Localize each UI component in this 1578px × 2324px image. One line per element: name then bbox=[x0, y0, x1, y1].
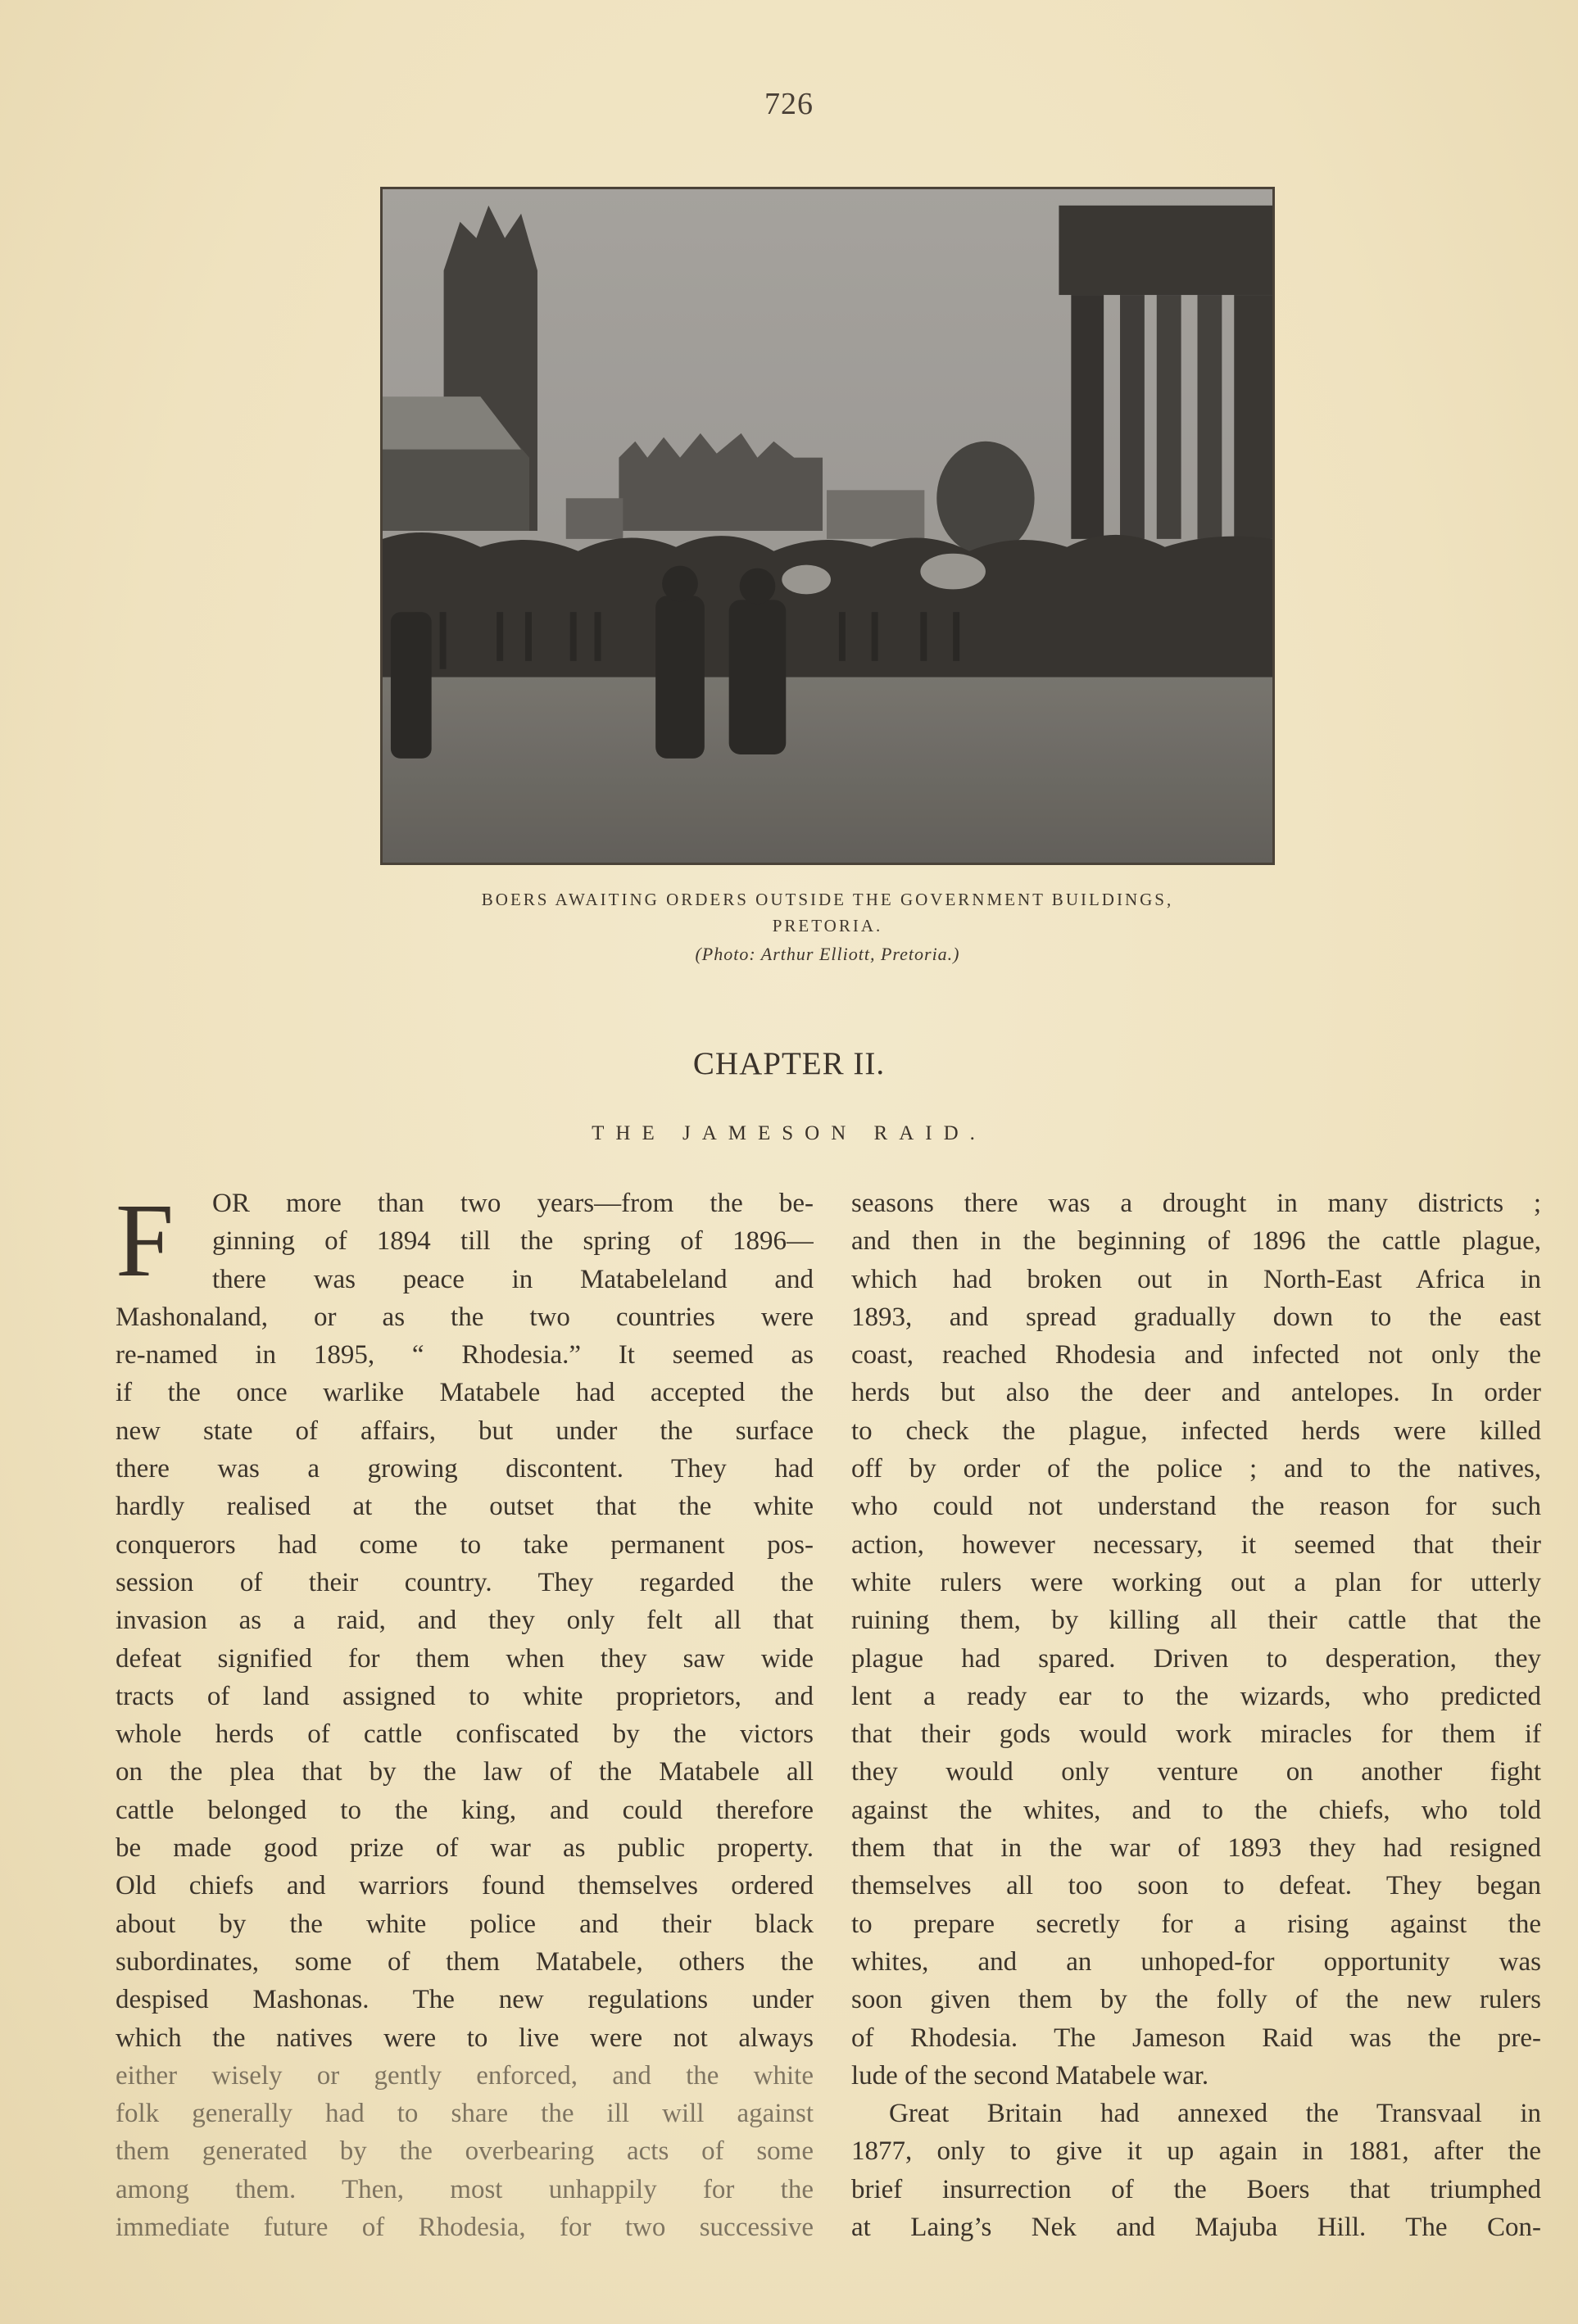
text-line: subordinates, some of them Matabele, others the bbox=[116, 1946, 814, 1977]
text-line: them generated by the overbearing acts of some bbox=[116, 2136, 814, 2167]
photograph-boers-pretoria bbox=[380, 187, 1275, 865]
left-column bbox=[116, 1182, 814, 2246]
text-line: which had broken out in North-East Africa in bbox=[851, 1264, 1541, 1294]
text-line: soon given them by the folly of the new rulers bbox=[851, 1985, 1541, 2015]
text-line: seasons there was a drought in many districts ; bbox=[851, 1189, 1541, 1218]
text-line: lude of the second Matabele war. bbox=[851, 2060, 1209, 2091]
text-line: OR more than two years—from the be- bbox=[212, 1189, 814, 1218]
text-line: re-named in 1895, “ Rhodesia.” It seemed as bbox=[116, 1340, 814, 1370]
text-line: which the natives were to live were not always bbox=[116, 2023, 814, 2053]
text-line: session of their country. They regarded the bbox=[116, 1567, 814, 1597]
text-line: conquerors had come to take permanent pos- bbox=[116, 1529, 814, 1560]
text-line: they would only venture on another fight bbox=[851, 1757, 1541, 1787]
text-line: brief insurrection of the Boers that triumphed bbox=[851, 2174, 1541, 2204]
text-line: invasion as a raid, and they only felt all that bbox=[116, 1606, 814, 1636]
text-line: there was peace in Matabeleland and bbox=[212, 1264, 814, 1294]
text-line: ginning of 1894 till the spring of 1896— bbox=[212, 1226, 814, 1257]
caption-line-2: PRETORIA. bbox=[772, 916, 883, 935]
text-line: ruining them, by killing all their cattle that the bbox=[851, 1606, 1541, 1636]
text-line: cattle belonged to the king, and could therefore bbox=[116, 1795, 814, 1825]
text-line: either wisely or gently enforced, and the white bbox=[116, 2060, 814, 2091]
chapter-subtitle: THE JAMESON RAID. bbox=[592, 1122, 986, 1144]
text-line: plague had spared. Driven to desperation, they bbox=[851, 1643, 1541, 1674]
text-line: at Laing’s Nek and Majuba Hill. The Con- bbox=[851, 2213, 1541, 2243]
text-line: off by order of the police ; and to the natives, bbox=[851, 1454, 1541, 1484]
text-line: against the whites, and to the chiefs, who told bbox=[851, 1795, 1541, 1825]
text-line: to check the plague, infected herds were killed bbox=[851, 1416, 1541, 1446]
text-line: hardly realised at the outset that the white bbox=[116, 1492, 814, 1522]
text-line: them that in the war of 1893 they had resigned bbox=[851, 1833, 1541, 1864]
page-number: 726 bbox=[764, 87, 814, 121]
chapter-title: CHAPTER II. bbox=[692, 1046, 886, 1081]
text-line: action, however necessary, it seemed that their bbox=[851, 1529, 1541, 1560]
text-line: lent a ready ear to the wizards, who predicted bbox=[851, 1681, 1541, 1711]
photo-illustration bbox=[383, 189, 1272, 863]
text-line: if the once warlike Matabele had accepted the bbox=[116, 1378, 814, 1408]
text-line: Old chiefs and warriors found themselves ordered bbox=[116, 1871, 814, 1901]
text-line: herds but also the deer and antelopes. In order bbox=[851, 1378, 1541, 1408]
text-line: white rulers were working out a plan for utterly bbox=[851, 1567, 1541, 1597]
text-line: immediate future of Rhodesia, for two successive bbox=[116, 2213, 814, 2243]
text-line: to prepare secretly for a rising against the bbox=[851, 1909, 1541, 1939]
text-line: whole herds of cattle confiscated by the victors bbox=[116, 1719, 814, 1750]
text-line: 1877, only to give it up again in 1881, after the bbox=[851, 2136, 1541, 2167]
text-line: that their gods would work miracles for them if bbox=[851, 1719, 1541, 1750]
text-line: new state of affairs, but under the surface bbox=[116, 1416, 814, 1446]
text-line: coast, reached Rhodesia and infected not only the bbox=[851, 1340, 1541, 1370]
text-line: about by the white police and their black bbox=[116, 1909, 814, 1939]
text-line: Great Britain had annexed the Transvaal in bbox=[889, 2099, 1541, 2129]
caption-line-1: BOERS AWAITING ORDERS OUTSIDE THE GOVERNMENT BUILDINGS, bbox=[481, 890, 1174, 909]
text-line: among them. Then, most unhappily for the bbox=[116, 2174, 814, 2204]
text-line: on the plea that by the law of the Matabele all bbox=[116, 1757, 814, 1787]
drop-cap: F bbox=[116, 1182, 175, 1298]
text-line: despised Mashonas. The new regulations under bbox=[116, 1985, 814, 2015]
text-line: defeat signified for them when they saw wide bbox=[116, 1643, 814, 1674]
text-line: folk generally had to share the ill will against bbox=[116, 2099, 814, 2129]
text-line: 1893, and spread gradually down to the east bbox=[851, 1302, 1541, 1332]
photo-credit: (Photo: Arthur Elliott, Pretoria.) bbox=[695, 944, 960, 964]
text-line: Mashonaland, or as the two countries were bbox=[116, 1302, 814, 1332]
figure-caption bbox=[380, 886, 1275, 939]
text-line: tracts of land assigned to white proprietors, and bbox=[116, 1681, 814, 1711]
text-line: whites, and an unhoped-for opportunity was bbox=[851, 1946, 1541, 1977]
text-line: and then in the beginning of 1896 the cattle plague, bbox=[851, 1226, 1541, 1257]
text-line: who could not understand the reason for such bbox=[851, 1492, 1541, 1522]
text-line: of Rhodesia. The Jameson Raid was the pre- bbox=[851, 2023, 1541, 2053]
text-line: there was a growing discontent. They had bbox=[116, 1454, 814, 1484]
text-line: themselves all too soon to defeat. They began bbox=[851, 1871, 1541, 1901]
right-column bbox=[851, 1185, 1541, 2246]
text-line: be made good prize of war as public property. bbox=[116, 1833, 814, 1864]
